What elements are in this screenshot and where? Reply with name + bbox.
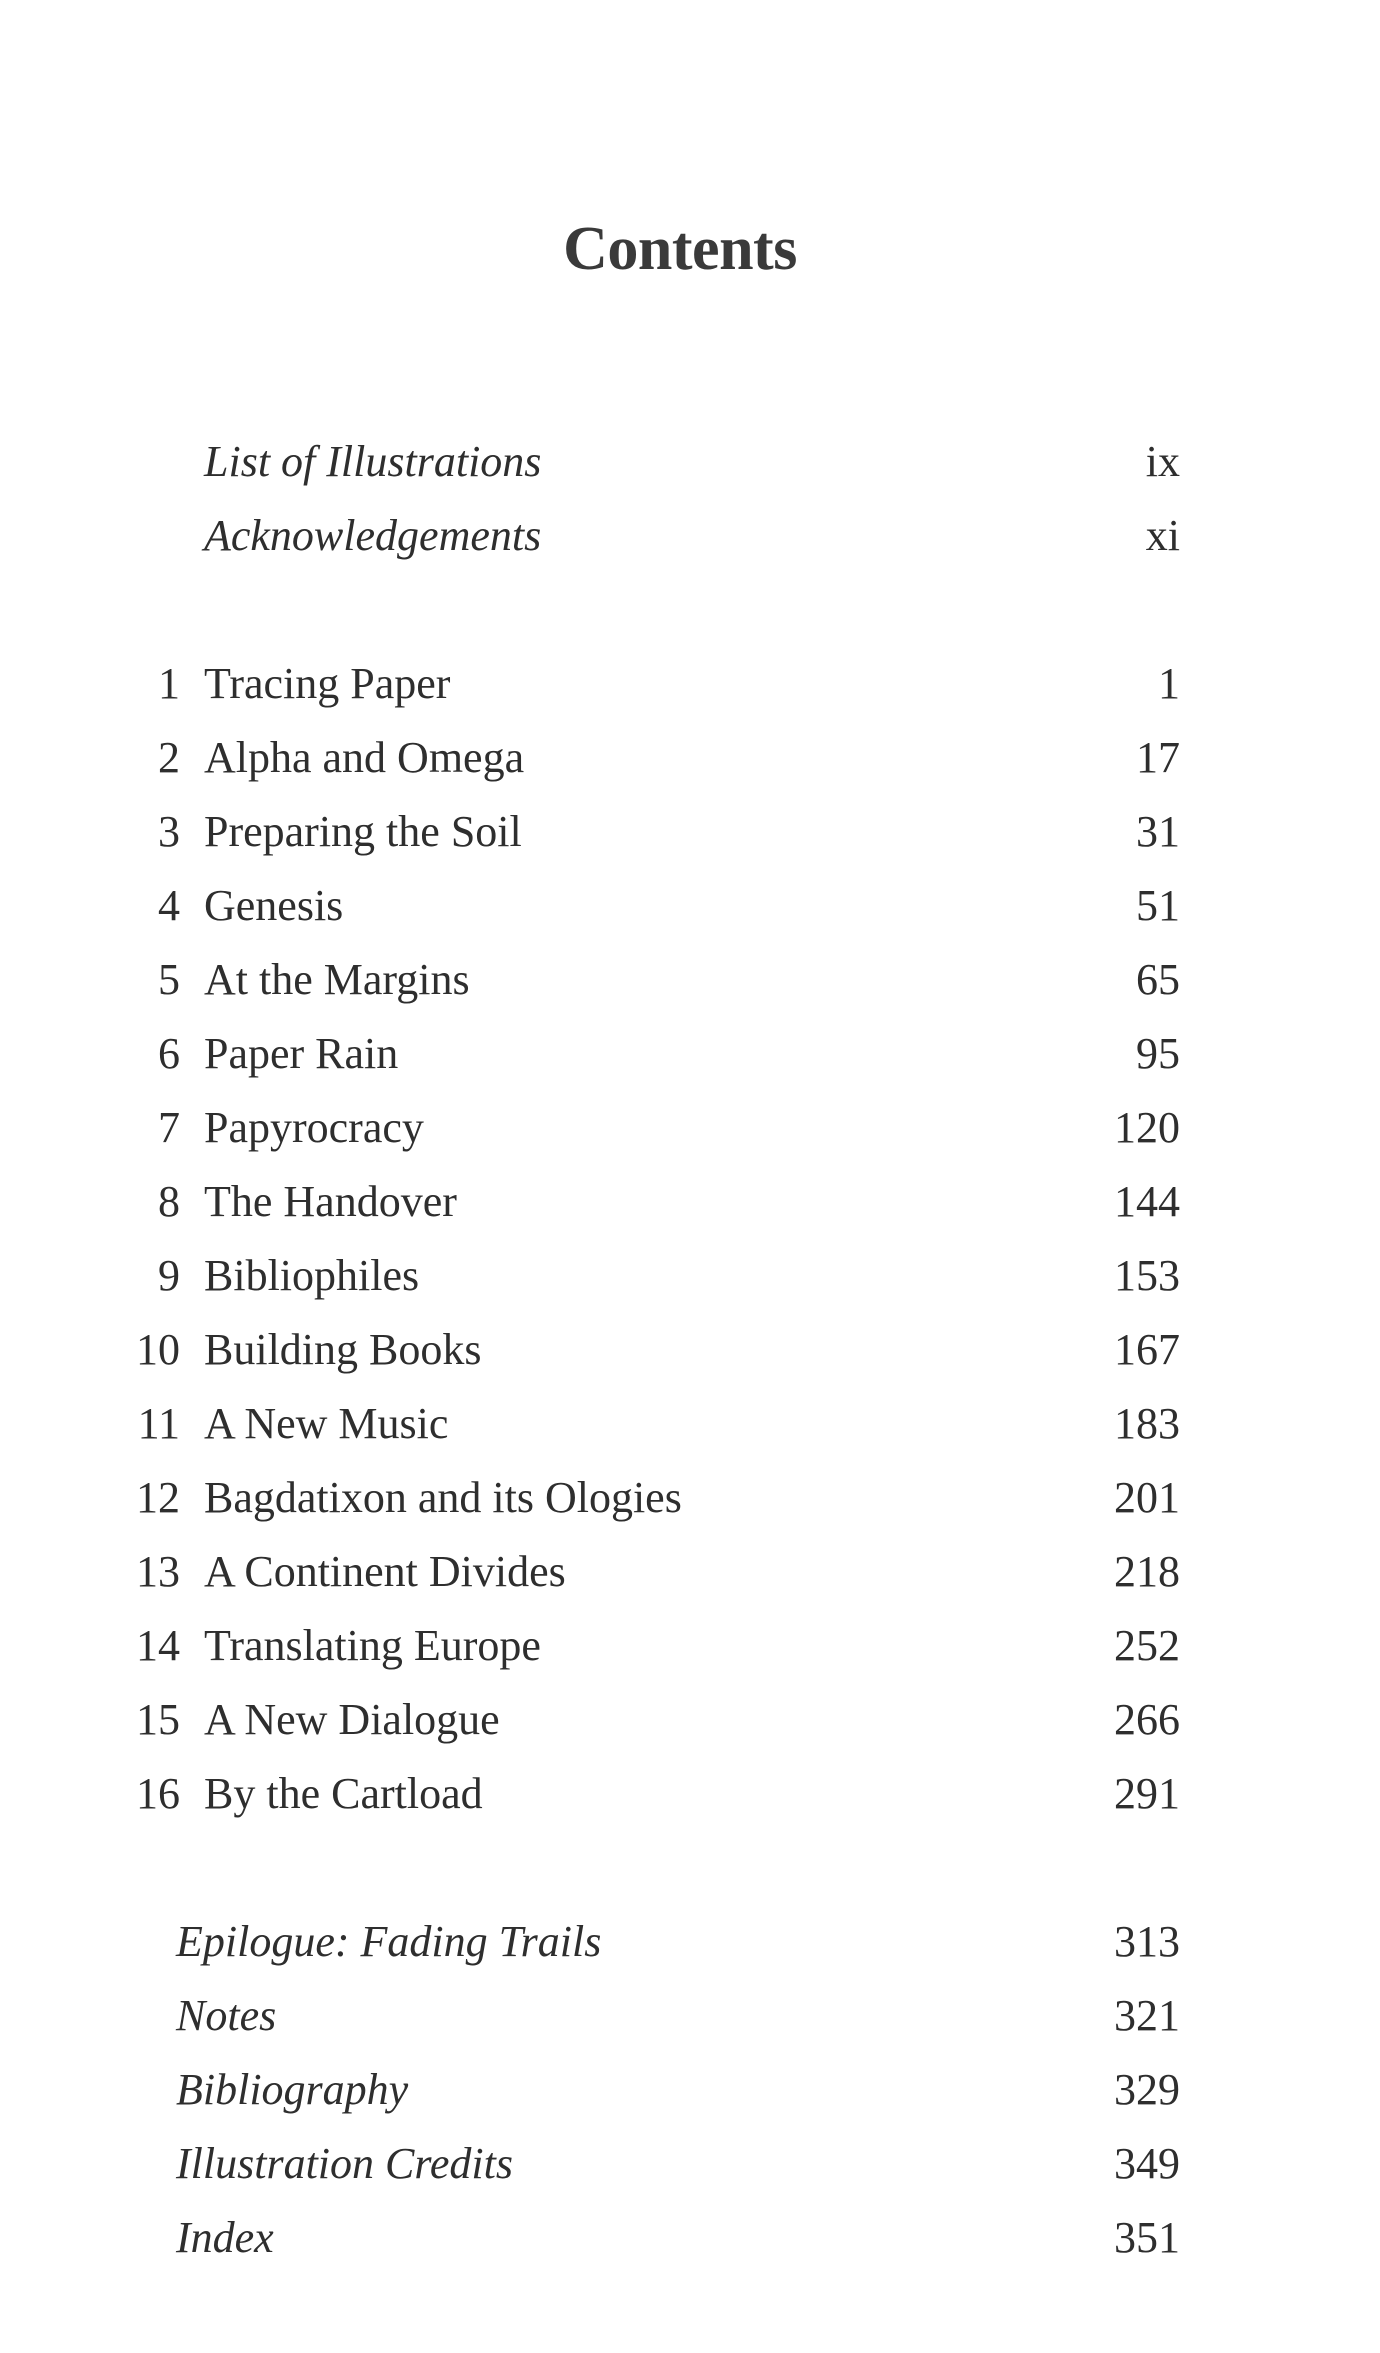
- toc-entry-chapter: [0, 802, 1180, 862]
- toc-entry-chapter: [0, 1172, 1180, 1232]
- chapter-number: 12: [136, 1473, 180, 1522]
- toc-entry-page: 349: [1114, 2139, 1180, 2188]
- chapter-number: 16: [136, 1769, 180, 1818]
- chapter-number: 6: [158, 1029, 180, 1078]
- chapter-title: By the Cartload: [204, 1769, 483, 1818]
- toc-entry-chapter: [0, 1542, 1180, 1602]
- toc-entry-chapter: [0, 1098, 1180, 1158]
- chapter-page: 291: [1114, 1769, 1180, 1818]
- toc-entry-chapter: [0, 1320, 1180, 1380]
- chapter-number: 3: [158, 807, 180, 856]
- toc-entry-chapter: [0, 1468, 1180, 1528]
- toc-entry-label: Acknowledgements: [204, 511, 542, 560]
- chapter-page: 183: [1114, 1399, 1180, 1448]
- toc-entry-label: Notes: [176, 1991, 277, 2040]
- chapter-page: 17: [1136, 733, 1180, 782]
- toc-entry-chapter: [0, 876, 1180, 936]
- chapter-title: Preparing the Soil: [204, 807, 522, 856]
- chapter-title: Papyrocracy: [204, 1103, 424, 1152]
- toc-entry-chapter: [0, 1616, 1180, 1676]
- toc-entry-chapter: [0, 1394, 1180, 1454]
- chapter-title: A New Dialogue: [204, 1695, 500, 1744]
- toc-entry-label: Index: [176, 2213, 274, 2262]
- toc-entry-front: [0, 506, 1180, 566]
- chapter-title: At the Margins: [204, 955, 470, 1004]
- chapter-page: 1: [1158, 659, 1180, 708]
- toc-entry-chapter: [0, 950, 1180, 1010]
- toc-entry-back: [0, 2208, 1180, 2268]
- chapter-number: 13: [136, 1547, 180, 1596]
- chapter-title: Tracing Paper: [204, 659, 451, 708]
- chapter-title: Building Books: [204, 1325, 482, 1374]
- chapter-title: Genesis: [204, 881, 344, 930]
- toc-entry-page: 321: [1114, 1991, 1180, 2040]
- toc-entry-back: [0, 2134, 1180, 2194]
- toc-entry-chapter: [0, 1246, 1180, 1306]
- toc-entry-page: ix: [1145, 437, 1180, 486]
- toc-entry-back: [0, 1912, 1180, 1972]
- chapter-page: 252: [1114, 1621, 1180, 1670]
- chapter-page: 51: [1136, 881, 1180, 930]
- chapter-number: 15: [136, 1695, 180, 1744]
- toc-entry-chapter: [0, 654, 1180, 714]
- chapter-number: 2: [158, 733, 180, 782]
- chapter-number: 4: [158, 881, 180, 930]
- chapter-title: Translating Europe: [204, 1621, 541, 1670]
- chapter-number: 1: [158, 659, 180, 708]
- chapter-title: Bagdatixon and its Ologies: [204, 1473, 682, 1522]
- chapter-number: 8: [158, 1177, 180, 1226]
- toc-entry-label: List of Illustrations: [204, 437, 542, 486]
- chapter-page: 144: [1114, 1177, 1180, 1226]
- toc-entry-page: 329: [1114, 2065, 1180, 2114]
- chapter-number: 10: [136, 1325, 180, 1374]
- toc-entry-label: Illustration Credits: [176, 2139, 513, 2188]
- chapter-page: 266: [1114, 1695, 1180, 1744]
- chapter-title: A New Music: [204, 1399, 449, 1448]
- chapter-page: 31: [1136, 807, 1180, 856]
- chapter-page: 153: [1114, 1251, 1180, 1300]
- chapter-title: Alpha and Omega: [204, 733, 525, 782]
- chapter-number: 9: [158, 1251, 180, 1300]
- chapter-title: The Handover: [204, 1177, 457, 1226]
- chapter-page: 120: [1114, 1103, 1180, 1152]
- toc-entry-label: Bibliography: [176, 2065, 409, 2114]
- chapter-page: 218: [1114, 1547, 1180, 1596]
- chapter-page: 201: [1114, 1473, 1180, 1522]
- toc-entry-label: Epilogue: Fading Trails: [176, 1917, 602, 1966]
- toc-entry-chapter: [0, 1764, 1180, 1824]
- chapter-number: 7: [158, 1103, 180, 1152]
- toc-entry-back: [0, 1986, 1180, 2046]
- toc-entry-page: xi: [1145, 511, 1180, 560]
- chapter-page: 65: [1136, 955, 1180, 1004]
- chapter-page: 167: [1114, 1325, 1180, 1374]
- chapter-title: Bibliophiles: [204, 1251, 420, 1300]
- chapter-number: 14: [136, 1621, 180, 1670]
- toc-entry-chapter: [0, 1024, 1180, 1084]
- toc-entry-chapter: [0, 1690, 1180, 1750]
- chapter-title: A Continent Divides: [204, 1547, 566, 1596]
- toc-entry-chapter: [0, 728, 1180, 788]
- toc-entry-page: 313: [1114, 1917, 1180, 1966]
- toc-entry-front: [0, 432, 1180, 492]
- chapter-title: Paper Rain: [204, 1029, 399, 1078]
- chapter-number: 11: [137, 1399, 180, 1448]
- chapter-page: 95: [1136, 1029, 1180, 1078]
- toc-entry-back: [0, 2060, 1180, 2120]
- toc-entry-page: 351: [1114, 2213, 1180, 2262]
- page-title: Contents: [563, 215, 797, 283]
- chapter-number: 5: [158, 955, 180, 1004]
